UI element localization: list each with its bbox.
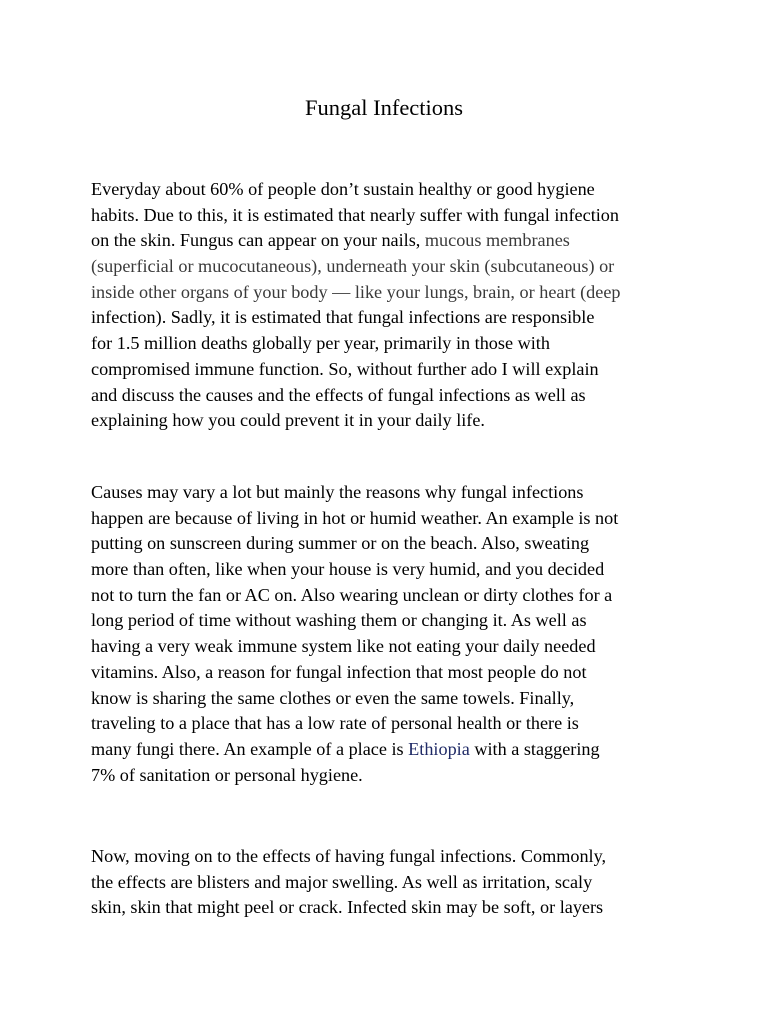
text-segment: on the skin. Fungus can appear on your nails,	[91, 230, 425, 251]
text-line: inside other organs of your body — like your lungs, brain, or heart (deep	[91, 281, 621, 302]
text-line: Everyday about 60% of people don’t sustain healthy or good hygiene	[91, 179, 595, 199]
text-line	[91, 228, 691, 254]
text-line: traveling to a place that has a low rate of personal health or there is	[91, 713, 579, 734]
paragraph-intro	[91, 177, 691, 434]
text-segment: with a staggering	[469, 738, 600, 759]
text-line: know is sharing the same clothes or even the same towels. Finally,	[91, 687, 575, 708]
ethiopia-link[interactable]: Ethiopia	[408, 738, 470, 759]
text-line	[91, 737, 691, 763]
text-line: long period of time without washing them or changing it. As well as	[91, 610, 587, 631]
document-title: Fungal Infections	[304, 95, 464, 120]
text-line: putting on sunscreen during summer or on the beach. Also, sweating	[91, 533, 590, 554]
paragraph-causes	[91, 480, 691, 788]
text-line: infection). Sadly, it is estimated that fungal infections are responsible	[91, 307, 595, 328]
text-line: 7% of sanitation or personal hygiene.	[91, 764, 363, 785]
paragraph-effects	[91, 844, 691, 921]
text-line: the effects are blisters and major swelling. As well as irritation, scaly	[91, 871, 593, 892]
text-line: not to turn the fan or AC on. Also wearing unclean or dirty clothes for a	[91, 584, 613, 605]
text-line: compromised immune function. So, without further ado I will explain	[91, 358, 599, 379]
text-line: Causes may vary a lot but mainly the reasons why fungal infections	[91, 482, 584, 502]
text-line: skin, skin that might peel or crack. Infected skin may be soft, or layers	[91, 897, 604, 918]
text-line: vitamins. Also, a reason for fungal infection that most people do not	[91, 661, 587, 682]
text-line: happen are because of living in hot or humid weather. An example is not	[91, 507, 619, 528]
text-line: habits. Due to this, it is estimated that nearly suffer with fungal infection	[91, 204, 619, 225]
text-line: having a very weak immune system like not eating your daily needed	[91, 636, 596, 657]
text-line: for 1.5 million deaths globally per year, primarily in those with	[91, 333, 550, 354]
text-line: more than often, like when your house is very humid, and you decided	[91, 559, 605, 580]
text-segment: many fungi there. An example of a place is	[91, 738, 409, 759]
text-line: explaining how you could prevent it in your daily life.	[91, 410, 485, 431]
text-segment-mucous-membranes: mucous membranes	[424, 230, 570, 251]
text-line: and discuss the causes and the effects of fungal infections as well as	[91, 384, 586, 405]
text-line: Now, moving on to the effects of having fungal infections. Commonly,	[91, 846, 607, 866]
text-line: (superficial or mucocutaneous), underneath your skin (subcutaneous) or	[91, 256, 615, 277]
